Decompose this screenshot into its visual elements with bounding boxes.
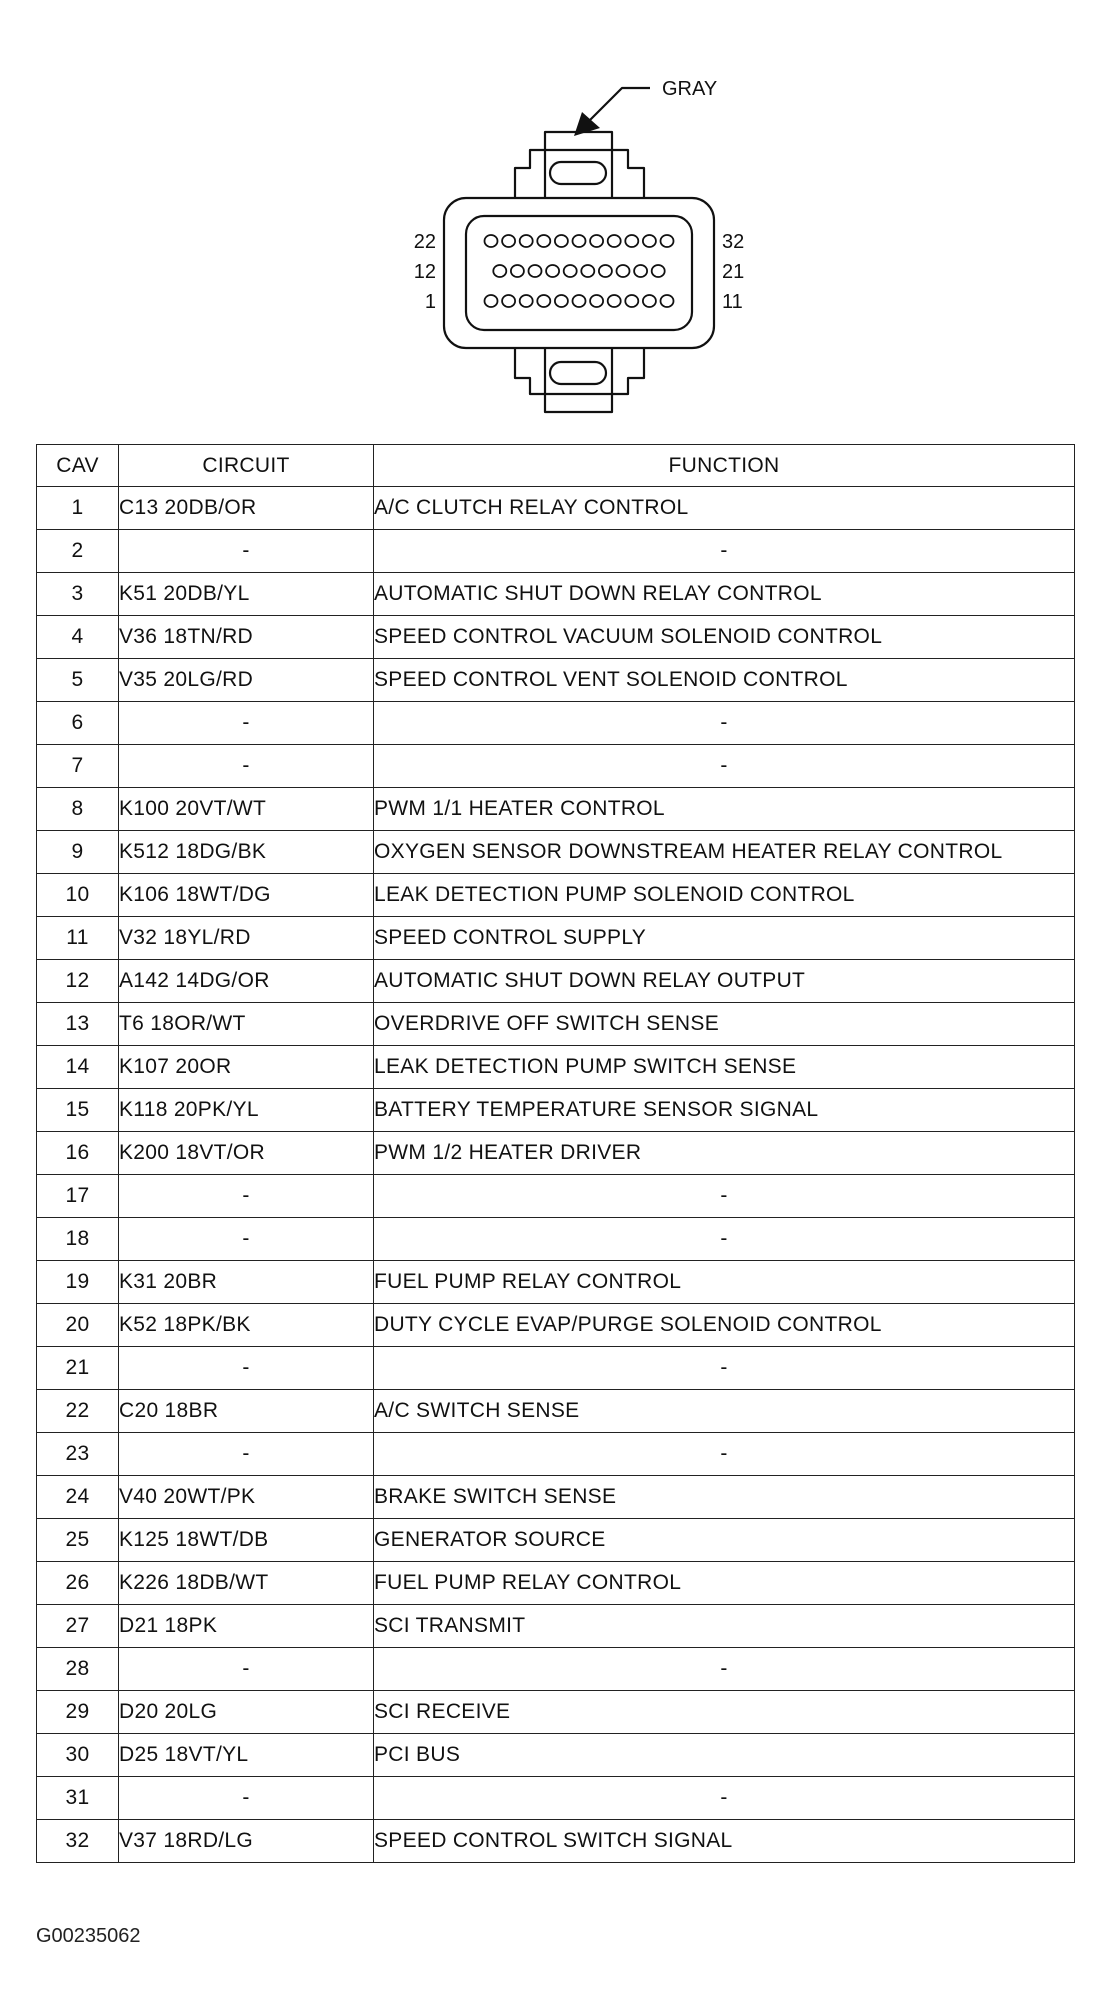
function-cell: SPEED CONTROL SUPPLY [374, 917, 1075, 960]
circuit-cell: - [119, 745, 374, 788]
cav-cell: 4 [37, 616, 119, 659]
circuit-cell: C20 18BR [119, 1390, 374, 1433]
function-cell: SCI RECEIVE [374, 1691, 1075, 1734]
circuit-cell: K106 18WT/DG [119, 874, 374, 917]
top-slot [550, 162, 606, 184]
pin-hole [555, 295, 568, 307]
table-row [37, 1003, 1075, 1046]
table-row [37, 702, 1075, 745]
table-row [37, 1218, 1075, 1261]
table-row [37, 1304, 1075, 1347]
cav-cell: 21 [37, 1347, 119, 1390]
cav-cell: 28 [37, 1648, 119, 1691]
cav-cell: 27 [37, 1605, 119, 1648]
pin-hole [608, 295, 621, 307]
function-cell: OVERDRIVE OFF SWITCH SENSE [374, 1003, 1075, 1046]
color-label: GRAY [662, 78, 718, 100]
circuit-cell: - [119, 530, 374, 573]
table-row [37, 788, 1075, 831]
circuit-cell: V37 18RD/LG [119, 1820, 374, 1863]
function-cell: SPEED CONTROL SWITCH SIGNAL [374, 1820, 1075, 1863]
function-cell: - [374, 1175, 1075, 1218]
header-circuit: CIRCUIT [119, 445, 374, 487]
pin-hole [617, 265, 630, 277]
pin-hole [511, 265, 524, 277]
pin-hole [608, 235, 621, 247]
circuit-cell: T6 18OR/WT [119, 1003, 374, 1046]
table-row [37, 1390, 1075, 1433]
function-cell: - [374, 1347, 1075, 1390]
table-row [37, 831, 1075, 874]
function-cell: - [374, 1433, 1075, 1476]
cav-cell: 15 [37, 1089, 119, 1132]
function-cell: - [374, 530, 1075, 573]
table-row [37, 1820, 1075, 1863]
pin-hole [590, 235, 603, 247]
circuit-cell: V40 20WT/PK [119, 1476, 374, 1519]
circuit-cell: K52 18PK/BK [119, 1304, 374, 1347]
color-leader-line [585, 88, 650, 125]
function-cell: AUTOMATIC SHUT DOWN RELAY CONTROL [374, 573, 1075, 616]
circuit-cell: D21 18PK [119, 1605, 374, 1648]
pin-hole [573, 235, 586, 247]
circuit-cell: - [119, 1433, 374, 1476]
pin-hole [661, 295, 674, 307]
pin-hole [625, 295, 638, 307]
table-row [37, 1734, 1075, 1777]
pin-label-11: 11 [722, 291, 743, 313]
pin-hole [599, 265, 612, 277]
circuit-cell: K226 18DB/WT [119, 1562, 374, 1605]
pin-hole [502, 295, 515, 307]
function-cell: - [374, 1648, 1075, 1691]
cav-cell: 14 [37, 1046, 119, 1089]
cav-cell: 31 [37, 1777, 119, 1820]
table-header-row [37, 445, 1075, 487]
function-cell: - [374, 702, 1075, 745]
pin-hole [634, 265, 647, 277]
circuit-cell: - [119, 1218, 374, 1261]
table-row [37, 1605, 1075, 1648]
cav-cell: 17 [37, 1175, 119, 1218]
pin-hole [555, 235, 568, 247]
cav-cell: 5 [37, 659, 119, 702]
cav-cell: 3 [37, 573, 119, 616]
cav-cell: 1 [37, 487, 119, 530]
circuit-cell: K125 18WT/DB [119, 1519, 374, 1562]
pin-hole [520, 235, 533, 247]
table-row [37, 616, 1075, 659]
function-cell: BATTERY TEMPERATURE SENSOR SIGNAL [374, 1089, 1075, 1132]
table-row [37, 1476, 1075, 1519]
circuit-cell: - [119, 1347, 374, 1390]
pin-hole [537, 295, 550, 307]
circuit-cell: - [119, 1777, 374, 1820]
cav-cell: 19 [37, 1261, 119, 1304]
pin-label-12: 12 [413, 261, 436, 283]
table-row [37, 573, 1075, 616]
circuit-cell: K512 18DG/BK [119, 831, 374, 874]
cav-cell: 12 [37, 960, 119, 1003]
pin-holes [485, 235, 674, 307]
pin-hole [625, 235, 638, 247]
table-row [37, 1519, 1075, 1562]
table-row [37, 745, 1075, 788]
function-cell: - [374, 1218, 1075, 1261]
top-latch [515, 150, 644, 198]
function-cell: - [374, 745, 1075, 788]
pin-hole [643, 295, 656, 307]
pinout-table [36, 444, 1075, 1863]
cav-cell: 2 [37, 530, 119, 573]
function-cell: FUEL PUMP RELAY CONTROL [374, 1261, 1075, 1304]
function-cell: DUTY CYCLE EVAP/PURGE SOLENOID CONTROL [374, 1304, 1075, 1347]
pin-hole [652, 265, 665, 277]
cav-cell: 16 [37, 1132, 119, 1175]
cav-cell: 11 [37, 917, 119, 960]
pin-hole [493, 265, 506, 277]
function-cell: - [374, 1777, 1075, 1820]
bottom-slot [550, 362, 606, 384]
table-row [37, 1562, 1075, 1605]
circuit-cell: V36 18TN/RD [119, 616, 374, 659]
pin-label-22: 22 [413, 231, 436, 253]
cav-cell: 10 [37, 874, 119, 917]
function-cell: A/C SWITCH SENSE [374, 1390, 1075, 1433]
pin-hole [502, 235, 515, 247]
pin-hole [564, 265, 577, 277]
pin-hole [590, 295, 603, 307]
connector-face [466, 216, 692, 330]
bottom-latch [515, 348, 644, 394]
circuit-cell: K118 20PK/YL [119, 1089, 374, 1132]
bottom-tab [545, 348, 612, 412]
function-cell: PWM 1/2 HEATER DRIVER [374, 1132, 1075, 1175]
function-cell: PWM 1/1 HEATER CONTROL [374, 788, 1075, 831]
cav-cell: 32 [37, 1820, 119, 1863]
cav-cell: 29 [37, 1691, 119, 1734]
function-cell: A/C CLUTCH RELAY CONTROL [374, 487, 1075, 530]
pin-label-1: 1 [424, 291, 436, 313]
table-row [37, 659, 1075, 702]
circuit-cell: K100 20VT/WT [119, 788, 374, 831]
circuit-cell: C13 20DB/OR [119, 487, 374, 530]
table-row [37, 1648, 1075, 1691]
circuit-cell: V32 18YL/RD [119, 917, 374, 960]
table-row [37, 1777, 1075, 1820]
function-cell: SCI TRANSMIT [374, 1605, 1075, 1648]
circuit-cell: D25 18VT/YL [119, 1734, 374, 1777]
circuit-cell: A142 14DG/OR [119, 960, 374, 1003]
pin-label-21: 21 [722, 261, 745, 283]
table-row [37, 530, 1075, 573]
cav-cell: 9 [37, 831, 119, 874]
function-cell: FUEL PUMP RELAY CONTROL [374, 1562, 1075, 1605]
circuit-cell: K200 18VT/OR [119, 1132, 374, 1175]
cav-cell: 22 [37, 1390, 119, 1433]
connector-body [444, 198, 714, 348]
table-row [37, 1046, 1075, 1089]
table-row [37, 1132, 1075, 1175]
pin-hole [529, 265, 542, 277]
cav-cell: 8 [37, 788, 119, 831]
circuit-cell: K51 20DB/YL [119, 573, 374, 616]
circuit-cell: K31 20BR [119, 1261, 374, 1304]
pin-hole [485, 235, 498, 247]
pin-hole [661, 235, 674, 247]
function-cell: SPEED CONTROL VENT SOLENOID CONTROL [374, 659, 1075, 702]
table-row [37, 1691, 1075, 1734]
pin-label-32: 32 [722, 231, 745, 253]
table-row [37, 1433, 1075, 1476]
circuit-cell: - [119, 702, 374, 745]
cav-cell: 25 [37, 1519, 119, 1562]
function-cell: OXYGEN SENSOR DOWNSTREAM HEATER RELAY CONTROL [374, 831, 1075, 874]
pin-hole [643, 235, 656, 247]
figure-id: G00235062 [36, 1925, 141, 1947]
pin-hole [537, 235, 550, 247]
cav-cell: 23 [37, 1433, 119, 1476]
circuit-cell: D20 20LG [119, 1691, 374, 1734]
table-row [37, 874, 1075, 917]
table-row [37, 1261, 1075, 1304]
cav-cell: 30 [37, 1734, 119, 1777]
pin-hole [581, 265, 594, 277]
cav-cell: 13 [37, 1003, 119, 1046]
table-row [37, 1347, 1075, 1390]
cav-cell: 6 [37, 702, 119, 745]
cav-cell: 26 [37, 1562, 119, 1605]
function-cell: LEAK DETECTION PUMP SOLENOID CONTROL [374, 874, 1075, 917]
header-function: FUNCTION [374, 445, 1075, 487]
table-row [37, 1089, 1075, 1132]
cav-cell: 18 [37, 1218, 119, 1261]
cav-cell: 20 [37, 1304, 119, 1347]
pin-hole [485, 295, 498, 307]
table-row [37, 960, 1075, 1003]
circuit-cell: - [119, 1648, 374, 1691]
cav-cell: 7 [37, 745, 119, 788]
cav-cell: 24 [37, 1476, 119, 1519]
circuit-cell: V35 20LG/RD [119, 659, 374, 702]
pin-hole [546, 265, 559, 277]
function-cell: PCI BUS [374, 1734, 1075, 1777]
pin-hole [520, 295, 533, 307]
function-cell: GENERATOR SOURCE [374, 1519, 1075, 1562]
table-row [37, 487, 1075, 530]
table-row [37, 917, 1075, 960]
pin-hole [573, 295, 586, 307]
circuit-cell: K107 20OR [119, 1046, 374, 1089]
function-cell: SPEED CONTROL VACUUM SOLENOID CONTROL [374, 616, 1075, 659]
function-cell: AUTOMATIC SHUT DOWN RELAY OUTPUT [374, 960, 1075, 1003]
connector-diagram [0, 0, 1108, 440]
header-cav: CAV [37, 445, 119, 487]
function-cell: BRAKE SWITCH SENSE [374, 1476, 1075, 1519]
function-cell: LEAK DETECTION PUMP SWITCH SENSE [374, 1046, 1075, 1089]
circuit-cell: - [119, 1175, 374, 1218]
table-row [37, 1175, 1075, 1218]
